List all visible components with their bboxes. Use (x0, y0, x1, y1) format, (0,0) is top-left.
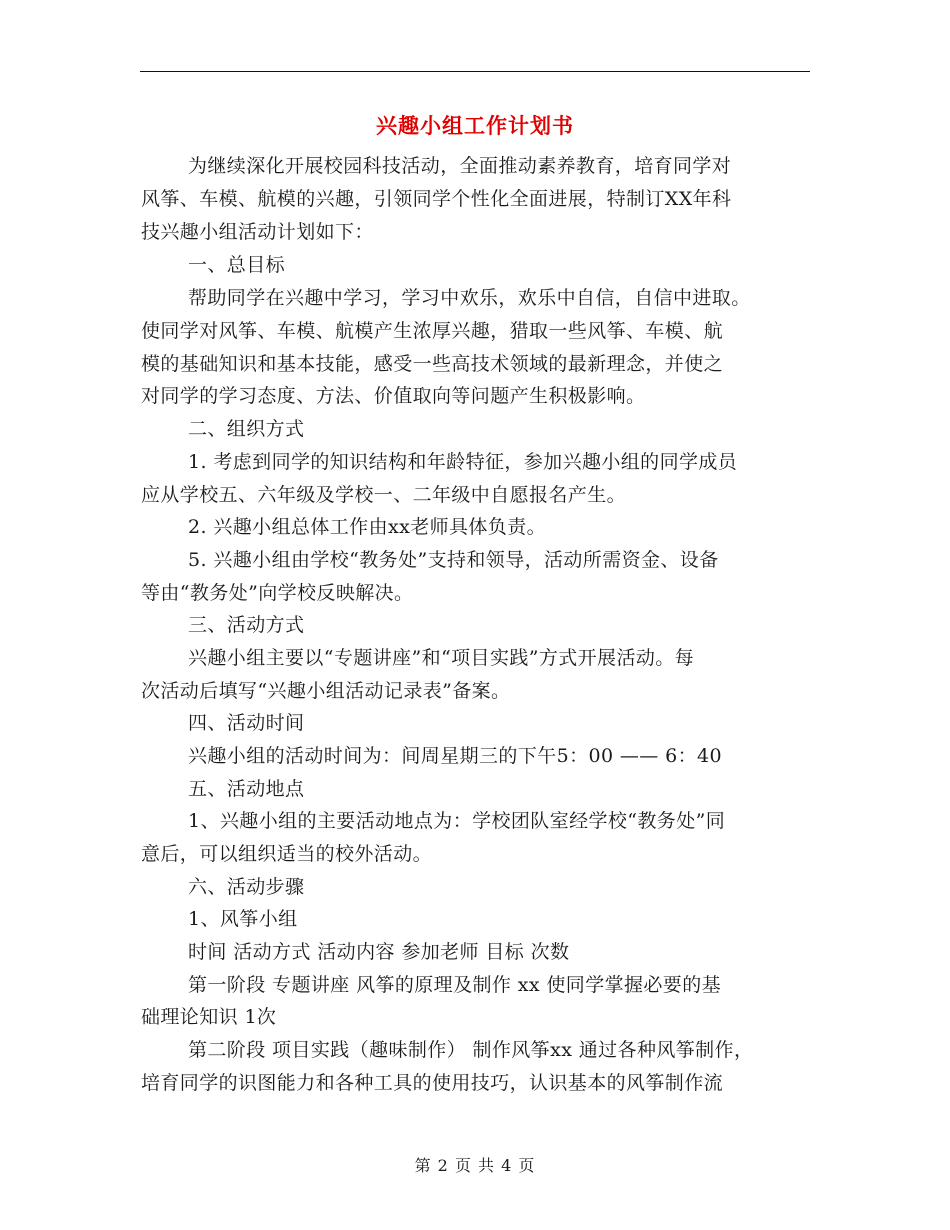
method-line-1: 兴趣小组主要以“专题讲座”和“项目实践”方式开展活动。每 (188, 647, 695, 669)
steps-row-2-cont: 培育同学的识图能力和各种工具的使用技巧，认识基本的风筝制作流 (141, 1072, 724, 1094)
steps-row-1: 第一阶段 专题讲座 风筝的原理及制作 xx 使同学掌握必要的基 (188, 974, 721, 996)
goal-line-2: 使同学对风筝、车模、航模产生浓厚兴趣，猎取一些风筝、车模、航 (141, 320, 724, 342)
intro-line-1: 为继续深化开展校园科技活动，全面推动素养教育，培育同学对 (188, 155, 732, 177)
location-line-2: 意后，可以组织适当的校外活动。 (141, 843, 433, 865)
steps-row-2: 第二阶段 项目实践（趣味制作） 制作风筝xx 通过各种风筝制作， (188, 1039, 754, 1061)
intro-line-3: 技兴趣小组活动计划如下： (141, 221, 374, 243)
steps-subheading-kite: 1、风筝小组 (188, 908, 298, 930)
intro-line-2: 风筝、车模、航模的兴趣，引领同学个性化全面进展，特制订XX年科 (141, 188, 732, 210)
section-heading-time: 四、活动时间 (188, 712, 305, 734)
steps-row-1-cont: 础理论知识 1次 (141, 1006, 277, 1028)
organization-item-5: 5. 兴趣小组由学校“教务处”支持和领导，活动所需资金、设备 (188, 549, 719, 571)
goal-line-4: 对同学的学习态度、方法、价值取向等问题产生积极影响。 (141, 385, 646, 407)
time-line: 兴趣小组的活动时间为：间周星期三的下午5：00 —— 6：40 (188, 745, 723, 767)
goal-line-3: 模的基础知识和基本技能，感受一些高技术领域的最新理念，并使之 (141, 353, 724, 375)
header-rule (140, 71, 810, 72)
section-heading-location: 五、活动地点 (188, 778, 305, 800)
goal-line-1: 帮助同学在兴趣中学习，学习中欢乐，欢乐中自信，自信中进取。 (188, 287, 751, 309)
section-heading-goal: 一、总目标 (188, 254, 286, 276)
page-footer: 第 2 页 共 4 页 (414, 1156, 536, 1175)
section-heading-steps: 六、活动步骤 (188, 876, 305, 898)
organization-item-1: 1. 考虑到同学的知识结构和年龄特征，参加兴趣小组的同学成员 (188, 451, 738, 473)
document-title: 兴趣小组工作计划书 (376, 113, 574, 138)
section-heading-method: 三、活动方式 (188, 614, 305, 636)
organization-item-5-cont: 等由“教务处”向学校反映解决。 (141, 582, 414, 604)
location-line-1: 1、兴趣小组的主要活动地点为：学校团队室经学校“教务处”同 (188, 810, 726, 832)
organization-item-1-cont: 应从学校五、六年级及学校一、二年级中自愿报名产生。 (141, 484, 627, 506)
method-line-2: 次活动后填写“兴趣小组活动记录表”备案。 (141, 680, 511, 702)
section-heading-organization: 二、组织方式 (188, 418, 305, 440)
organization-item-2: 2. 兴趣小组总体工作由xx老师具体负责。 (188, 516, 546, 538)
steps-table-header: 时间 活动方式 活动内容 参加老师 目标 次数 (188, 941, 570, 963)
